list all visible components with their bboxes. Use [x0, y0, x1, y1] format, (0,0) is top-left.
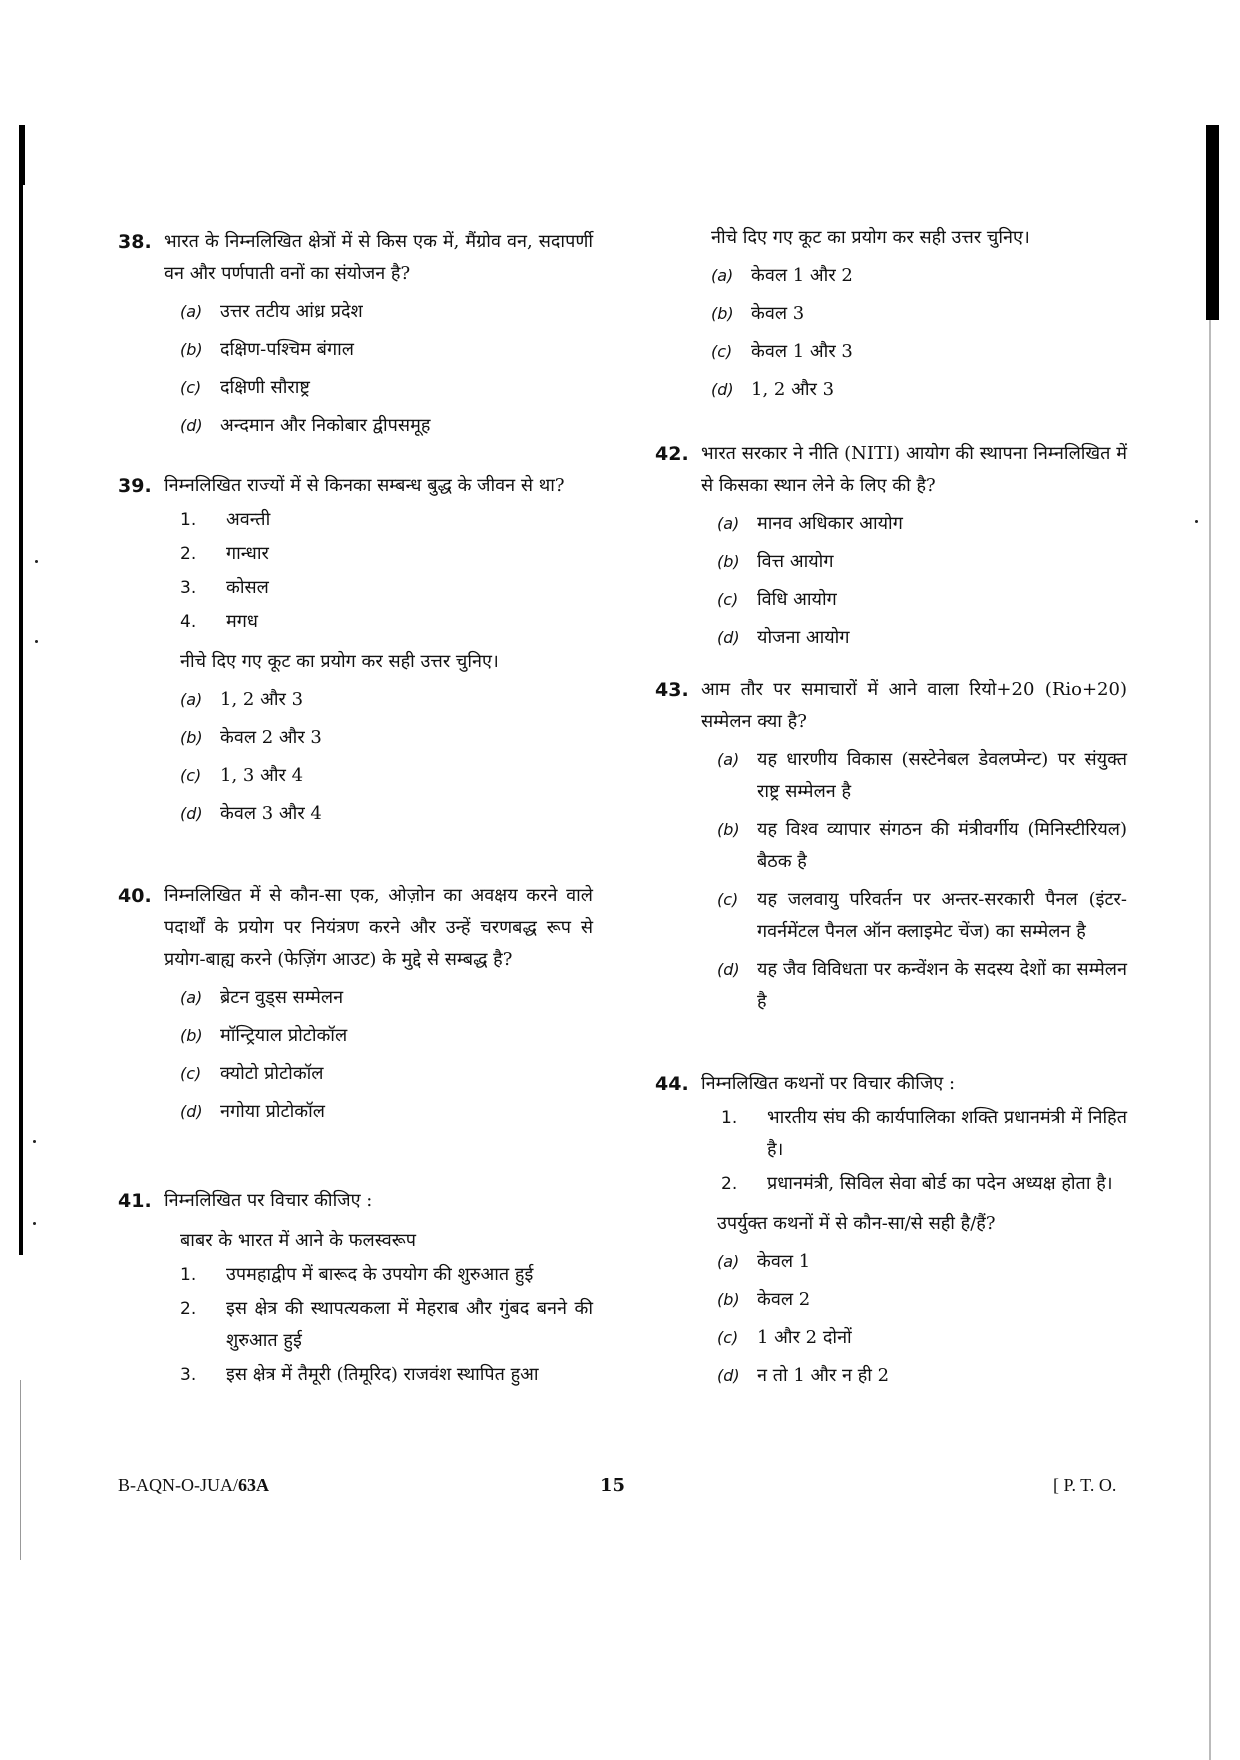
question-41	[118, 1185, 593, 1391]
option-text: यह धारणीय विकास (सस्टेनेबल डेवलप्मेन्ट) पर संयुक्त राष्ट्र सम्मेलन है	[757, 749, 1127, 802]
option-text: क्योटो प्रोटोकॉल	[220, 1063, 324, 1084]
option-label: (d)	[717, 1366, 740, 1385]
option-d[interactable]	[180, 410, 593, 442]
question-39	[118, 470, 593, 830]
option-b[interactable]	[180, 334, 593, 366]
option-b[interactable]	[717, 546, 1127, 578]
option-text: केवल 1 और 2	[751, 265, 853, 286]
statement-number: 3.	[180, 1365, 197, 1385]
question-42	[655, 438, 1127, 654]
statement-text: इस क्षेत्र में तैमूरी (तिमूरिद) राजवंश स्थापित हुआ	[226, 1364, 539, 1385]
statement-text: भारतीय संघ की कार्यपालिका शक्ति प्रधानमंत्री में निहित है।	[767, 1107, 1127, 1160]
option-text: केवल 2	[757, 1289, 811, 1310]
scan-speck	[35, 640, 38, 643]
option-text: मॉन्ट्रियाल प्रोटोकॉल	[220, 1025, 348, 1046]
statement-text: मगध	[226, 611, 258, 632]
question-text: भारत सरकार ने नीति (NITI) आयोग की स्थापना निम्नलिखित में से किसका स्थान लेने के लिए की है?	[701, 443, 1127, 496]
option-text: न तो 1 और न ही 2	[757, 1365, 890, 1386]
option-text: मानव अधिकार आयोग	[757, 513, 903, 534]
question-text: भारत के निम्नलिखित क्षेत्रों में से किस एक में, मैंग्रोव वन, सदापर्णी वन और पर्णपाती वनों का संयोजन है?	[164, 231, 593, 284]
option-c[interactable]	[717, 884, 1127, 948]
option-text: दक्षिण-पश्चिम बंगाल	[220, 339, 354, 360]
please-turn-over: [ P. T. O.	[1053, 1475, 1117, 1495]
option-d[interactable]	[180, 798, 593, 830]
option-c[interactable]	[180, 372, 593, 404]
option-text: अन्दमान और निकोबार द्वीपसमूह	[220, 415, 431, 436]
option-text: केवल 1 और 3	[751, 341, 853, 362]
option-label: (b)	[717, 820, 740, 839]
option-d[interactable]	[180, 1096, 593, 1128]
statement-number: 1.	[721, 1108, 738, 1128]
question-number: 43.	[655, 679, 689, 701]
option-text: उत्तर तटीय आंध्र प्रदेश	[220, 301, 363, 322]
option-label: (a)	[717, 514, 740, 533]
question-text: निम्नलिखित पर विचार कीजिए :	[164, 1190, 373, 1211]
statement-text: उपमहाद्वीप में बारूद के उपयोग की शुरुआत हुई	[226, 1264, 534, 1285]
scan-edge-left-mark	[19, 125, 25, 185]
question-text: निम्नलिखित कथनों पर विचार कीजिए :	[701, 1073, 956, 1094]
option-c[interactable]	[180, 1058, 593, 1090]
option-b[interactable]	[180, 1020, 593, 1052]
option-label: (c)	[180, 1064, 202, 1083]
option-text: 1, 2 और 3	[220, 689, 304, 710]
option-label: (a)	[717, 750, 740, 769]
scan-speck	[33, 1140, 36, 1143]
option-b[interactable]	[717, 814, 1127, 878]
scan-edge-right	[1206, 125, 1219, 320]
statement-1	[721, 1102, 1127, 1166]
statement-text: कोसल	[226, 577, 269, 598]
scan-speck	[1195, 520, 1198, 523]
statement-1	[180, 504, 593, 536]
option-label: (a)	[711, 266, 734, 285]
statement-text: इस क्षेत्र की स्थापत्यकला में मेहराब और गुंबद बनने की शुरुआत हुई	[226, 1298, 593, 1351]
option-a[interactable]	[711, 260, 1127, 292]
question-number: 39.	[118, 475, 152, 497]
option-label: (d)	[717, 960, 740, 979]
option-a[interactable]	[717, 744, 1127, 808]
option-label: (c)	[717, 890, 739, 909]
option-text: केवल 3	[751, 303, 805, 324]
option-a[interactable]	[180, 296, 593, 328]
question-intro: बाबर के भारत में आने के फलस्वरूप	[180, 1230, 416, 1251]
question-number: 38.	[118, 231, 152, 253]
option-text: 1, 3 और 4	[220, 765, 304, 786]
booklet-code-prefix: B-AQN-O-JUA/	[118, 1475, 238, 1495]
statement-text: गान्धार	[226, 543, 269, 564]
statement-number: 4.	[180, 612, 197, 632]
page-number: 15	[600, 1475, 626, 1496]
booklet-code	[118, 1475, 269, 1496]
option-label: (d)	[180, 416, 203, 435]
option-text: यह जैव विविधता पर कन्वेंशन के सदस्य देशों का सम्मेलन है	[757, 959, 1127, 1012]
option-label: (a)	[180, 302, 203, 321]
option-label: (d)	[180, 1102, 203, 1121]
question-text: आम तौर पर समाचारों में आने वाला रियो+20 (Rio+20) सम्मेलन क्या है?	[701, 679, 1127, 732]
statement-number: 1.	[180, 1265, 197, 1285]
option-label: (b)	[717, 1290, 740, 1309]
option-text: केवल 2 और 3	[220, 727, 322, 748]
statement-2	[721, 1168, 1127, 1200]
option-c[interactable]	[711, 336, 1127, 368]
statement-number: 2.	[180, 1299, 197, 1319]
option-a[interactable]	[180, 982, 593, 1014]
statement-4	[180, 606, 593, 638]
scan-edge-left-line	[20, 1380, 21, 1560]
option-text: 1, 2 और 3	[751, 379, 835, 400]
statement-2	[180, 1293, 593, 1357]
option-d[interactable]	[717, 1360, 1127, 1392]
option-text: 1 और 2 दोनों	[757, 1327, 852, 1348]
statement-number: 1.	[180, 510, 197, 530]
option-text: केवल 3 और 4	[220, 803, 322, 824]
question-number: 41.	[118, 1190, 152, 1212]
instruction-text: नीचे दिए गए कूट का प्रयोग कर सही उत्तर चुनिए।	[711, 227, 1030, 248]
question-40	[118, 880, 593, 1128]
question-43	[655, 674, 1127, 1018]
statement-3	[180, 572, 593, 604]
statement-number: 2.	[721, 1174, 738, 1194]
option-label: (a)	[717, 1252, 740, 1271]
scan-speck	[33, 1222, 36, 1225]
option-text: वित्त आयोग	[757, 551, 834, 572]
question-44	[655, 1068, 1127, 1392]
instruction-text: नीचे दिए गए कूट का प्रयोग कर सही उत्तर चुनिए।	[180, 651, 499, 672]
statement-number: 3.	[180, 578, 197, 598]
option-a[interactable]	[180, 684, 593, 716]
statement-2	[180, 538, 593, 570]
option-c[interactable]	[717, 1322, 1127, 1354]
option-a[interactable]	[717, 508, 1127, 540]
question-text: निम्नलिखित राज्यों में से किनका सम्बन्ध बुद्ध के जीवन से था?	[164, 475, 565, 496]
scan-speck	[35, 560, 38, 563]
option-text: नगोया प्रोटोकॉल	[220, 1101, 325, 1122]
option-label: (c)	[180, 766, 202, 785]
option-c[interactable]	[180, 760, 593, 792]
statement-3	[180, 1359, 593, 1391]
option-label: (d)	[711, 380, 734, 399]
option-c[interactable]	[717, 584, 1127, 616]
option-a[interactable]	[717, 1246, 1127, 1278]
option-d[interactable]	[717, 622, 1127, 654]
option-label: (b)	[180, 728, 203, 747]
option-text: योजना आयोग	[757, 627, 850, 648]
option-label: (b)	[711, 304, 734, 323]
option-text: ब्रेटन वुड्स सम्मेलन	[220, 987, 344, 1008]
statement-text: अवन्ती	[226, 509, 271, 530]
question-number: 40.	[118, 885, 152, 907]
statement-number: 2.	[180, 544, 197, 564]
statement-text: प्रधानमंत्री, सिविल सेवा बोर्ड का पदेन अध्यक्ष होता है।	[767, 1173, 1113, 1194]
option-label: (b)	[180, 340, 203, 359]
option-label: (d)	[717, 628, 740, 647]
question-38	[118, 226, 593, 442]
question-number: 42.	[655, 443, 689, 465]
option-label: (c)	[180, 378, 202, 397]
scan-edge-left	[19, 125, 23, 1255]
option-label: (c)	[711, 342, 733, 361]
question-text: निम्नलिखित में से कौन-सा एक, ओज़ोन का अवक्षय करने वाले पदार्थों के प्रयोग पर नियंत्रण करने और उन्हें चरणबद्ध रूप से प्रयोग-बाह्य करने (फेज़िंग आउट) के मुद्दे से सम्बद्ध है?	[164, 885, 593, 970]
option-label: (c)	[717, 590, 739, 609]
option-b[interactable]	[717, 1284, 1127, 1316]
option-text: विधि आयोग	[757, 589, 837, 610]
instruction-text: उपर्युक्त कथनों में से कौन-सा/से सही है/हैं?	[717, 1213, 996, 1234]
scan-edge-right-line	[1209, 320, 1211, 1760]
option-text: यह जलवायु परिवर्तन पर अन्तर-सरकारी पैनल (इंटर-गवर्नमेंटल पैनल ऑन क्लाइमेट चेंज) का सम्मेलन है	[757, 889, 1127, 942]
option-b[interactable]	[180, 722, 593, 754]
option-label: (b)	[180, 1026, 203, 1045]
option-label: (a)	[180, 988, 203, 1007]
option-text: दक्षिणी सौराष्ट्र	[220, 377, 310, 398]
question-41-continued	[655, 222, 1127, 406]
option-text: यह विश्व व्यापार संगठन की मंत्रीवर्गीय (मिनिस्टीरियल) बैठक है	[757, 819, 1127, 872]
option-label: (a)	[180, 690, 203, 709]
option-d[interactable]	[711, 374, 1127, 406]
option-d[interactable]	[717, 954, 1127, 1018]
option-label: (b)	[717, 552, 740, 571]
booklet-code-suffix: 63A	[238, 1475, 269, 1495]
option-label: (c)	[717, 1328, 739, 1347]
option-text: केवल 1	[757, 1251, 811, 1272]
statement-1	[180, 1259, 593, 1291]
option-label: (d)	[180, 804, 203, 823]
option-b[interactable]	[711, 298, 1127, 330]
question-number: 44.	[655, 1073, 689, 1095]
